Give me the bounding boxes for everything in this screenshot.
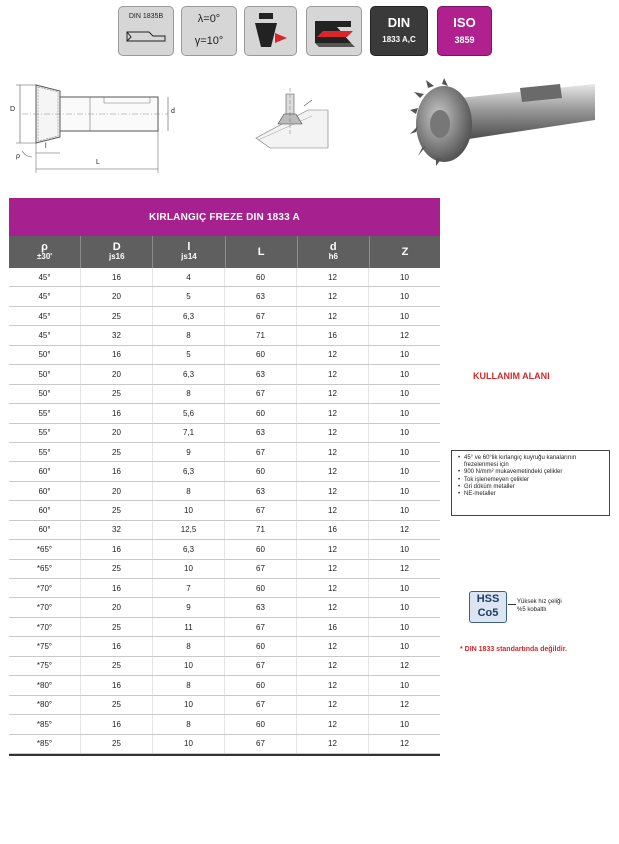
header-main: l xyxy=(187,241,191,253)
table-cell: 16 xyxy=(81,404,153,422)
table-cell: 71 xyxy=(225,521,297,539)
table-cell: 63 xyxy=(225,365,297,383)
table-cell: *75° xyxy=(9,637,81,655)
table-cell: 12 xyxy=(297,501,369,519)
table-cell: *80° xyxy=(9,676,81,694)
table-cell: *70° xyxy=(9,579,81,597)
table-cell: 10 xyxy=(400,719,409,729)
table-cell: 25 xyxy=(81,618,153,636)
usage-list xyxy=(458,455,605,498)
table-cell: 6,3 xyxy=(153,365,225,383)
table-row xyxy=(9,657,440,676)
table-cell: 63 xyxy=(225,482,297,500)
table-cell: 60° xyxy=(9,462,81,480)
table-cell: 10 xyxy=(400,467,409,477)
table-cell: 4 xyxy=(153,268,225,286)
usage-box xyxy=(451,450,610,516)
usage-item: • 900 N/mm² mukavemetindeki çelikler xyxy=(458,469,605,476)
table-cell: 12 xyxy=(297,579,369,597)
table-cell: *85° xyxy=(9,715,81,733)
table-cell: 12 xyxy=(297,268,369,286)
table-cell: 16 xyxy=(81,676,153,694)
table-row xyxy=(9,268,440,287)
table-cell: 12 xyxy=(297,424,369,442)
table-cell: 55° xyxy=(9,443,81,461)
table-row xyxy=(9,482,440,501)
table-cell: 55° xyxy=(9,404,81,422)
din-badge: DIN 1833 A,C xyxy=(370,6,428,56)
table-cell: 5 xyxy=(153,346,225,364)
table-row xyxy=(9,424,440,443)
table-cell: 16 xyxy=(81,540,153,558)
table-cell: 12 xyxy=(297,715,369,733)
table-cell: 10 xyxy=(400,680,409,690)
table-cell: 12 xyxy=(297,482,369,500)
table-row xyxy=(9,579,440,598)
din-1835b-badge: DIN 1835B xyxy=(118,6,174,56)
header-main: L xyxy=(257,246,265,258)
table-cell: 10 xyxy=(153,501,225,519)
table-cell: 60 xyxy=(225,462,297,480)
table-cell: 60 xyxy=(225,579,297,597)
table-cell: 60 xyxy=(225,268,297,286)
hss-co5-badge xyxy=(469,591,507,623)
label-l: l xyxy=(45,143,47,150)
table-row xyxy=(9,385,440,404)
table-cell: 32 xyxy=(81,521,153,539)
table-cell: 10 xyxy=(400,642,409,652)
table-cell: 20 xyxy=(81,598,153,616)
table-cell: 12 xyxy=(400,525,409,535)
table-cell: 16 xyxy=(81,268,153,286)
table-cell: 45° xyxy=(9,287,81,305)
table-cell: 10 xyxy=(400,292,409,302)
table-cell: 16 xyxy=(81,637,153,655)
table-cell: 10 xyxy=(400,544,409,554)
table-cell: 60° xyxy=(9,482,81,500)
milling-cutter-icon xyxy=(245,7,296,55)
table-cell: 10 xyxy=(153,657,225,675)
table-cell: 5,6 xyxy=(153,404,225,422)
table-cell: 6,3 xyxy=(153,462,225,480)
co5-label: Co5 xyxy=(477,607,499,619)
header-cell xyxy=(9,236,81,268)
table-cell: 10 xyxy=(400,583,409,593)
table-cell: 6,3 xyxy=(153,307,225,325)
table-header xyxy=(9,236,440,268)
milling-icon-badge xyxy=(244,6,297,56)
table-cell: 12 xyxy=(297,735,369,753)
table-cell: 25 xyxy=(81,657,153,675)
table-cell: 67 xyxy=(225,735,297,753)
table-cell: 12 xyxy=(297,287,369,305)
table-cell: 60 xyxy=(225,346,297,364)
header-main: ρ xyxy=(41,241,48,253)
table-cell: 12 xyxy=(297,307,369,325)
table-cell: 63 xyxy=(225,424,297,442)
hss-arrow xyxy=(508,604,516,605)
table-cell: 71 xyxy=(225,326,297,344)
table-cell: *70° xyxy=(9,618,81,636)
label-rho: ρ xyxy=(16,153,20,160)
table-cell: 67 xyxy=(225,385,297,403)
table-cell: 16 xyxy=(297,521,369,539)
table-cell: 12 xyxy=(297,540,369,558)
table-cell: 12,5 xyxy=(153,521,225,539)
table-cell: 67 xyxy=(225,657,297,675)
table-cell: 12 xyxy=(297,365,369,383)
table-cell: 60 xyxy=(225,715,297,733)
usage-item: • NE-metaller xyxy=(458,491,605,498)
table-cell: 67 xyxy=(225,618,297,636)
table-cell: *80° xyxy=(9,696,81,714)
label-D: D xyxy=(10,106,16,113)
table-cell: 12 xyxy=(400,739,409,749)
header-cell xyxy=(370,236,440,268)
table-cell: 8 xyxy=(153,637,225,655)
dovetail-cutter-table xyxy=(9,198,440,756)
table-cell: 45° xyxy=(9,307,81,325)
table-cell: 10 xyxy=(400,272,409,282)
table-cell: 63 xyxy=(225,598,297,616)
table-row xyxy=(9,462,440,481)
table-row xyxy=(9,326,440,345)
usage-title: KULLANIM ALANI xyxy=(473,371,550,381)
table-cell: 45° xyxy=(9,268,81,286)
table-cell: 10 xyxy=(400,505,409,515)
table-cell: 60° xyxy=(9,521,81,539)
header-main: d xyxy=(329,241,337,253)
table-row xyxy=(9,521,440,540)
table-cell: 12 xyxy=(297,560,369,578)
header-cell xyxy=(153,236,225,268)
table-cell: 67 xyxy=(225,501,297,519)
table-row xyxy=(9,365,440,384)
dovetail-surface-icon xyxy=(307,7,361,55)
angle-badge: λ=0° γ=10° xyxy=(181,6,237,56)
header-sub: js16 xyxy=(108,252,125,261)
table-row xyxy=(9,540,440,559)
table-cell: 12 xyxy=(400,661,409,671)
table-cell: 67 xyxy=(225,307,297,325)
table-row xyxy=(9,287,440,306)
table-cell: 50° xyxy=(9,365,81,383)
table-cell: 10 xyxy=(400,622,409,632)
table-cell: 12 xyxy=(297,404,369,422)
table-cell: 16 xyxy=(81,579,153,597)
table-cell: 16 xyxy=(81,715,153,733)
table-cell: 20 xyxy=(81,424,153,442)
table-cell: 12 xyxy=(400,564,409,574)
table-cell: 10 xyxy=(400,447,409,457)
table-cell: 12 xyxy=(297,462,369,480)
header-cell xyxy=(298,236,370,268)
iso-badge: ISO 3859 xyxy=(437,6,492,56)
header-cell xyxy=(81,236,153,268)
table-cell: 10 xyxy=(400,311,409,321)
table-cell: 12 xyxy=(297,657,369,675)
table-cell: 8 xyxy=(153,385,225,403)
table-cell: 12 xyxy=(297,676,369,694)
table-row xyxy=(9,637,440,656)
table-cell: 5 xyxy=(153,287,225,305)
table-cell: 7 xyxy=(153,579,225,597)
table-cell: 12 xyxy=(297,385,369,403)
table-cell: 7,1 xyxy=(153,424,225,442)
hss-description xyxy=(517,598,562,614)
table-cell: 9 xyxy=(153,598,225,616)
application-sketch xyxy=(250,88,330,160)
table-cell: 25 xyxy=(81,696,153,714)
standard-note: * DIN 1833 standartında değildir. xyxy=(460,646,567,653)
table-cell: 10 xyxy=(400,389,409,399)
table-row xyxy=(9,443,440,462)
table-cell: 25 xyxy=(81,385,153,403)
table-cell: 10 xyxy=(153,696,225,714)
table-cell: 12 xyxy=(297,443,369,461)
table-cell: 67 xyxy=(225,696,297,714)
header-main: D xyxy=(112,241,121,253)
table-cell: 8 xyxy=(153,326,225,344)
table-cell: 12 xyxy=(297,696,369,714)
table-row xyxy=(9,307,440,326)
usage-item: • Tok işlenemeyen çelikler xyxy=(458,477,605,484)
header-cell xyxy=(226,236,298,268)
table-cell: 10 xyxy=(400,486,409,496)
table-row xyxy=(9,715,440,734)
table-cell: *70° xyxy=(9,598,81,616)
table-cell: 10 xyxy=(400,369,409,379)
table-cell: *85° xyxy=(9,735,81,753)
table-cell: 12 xyxy=(400,331,409,341)
table-cell: 25 xyxy=(81,501,153,519)
table-cell: 60° xyxy=(9,501,81,519)
table-cell: 11 xyxy=(153,618,225,636)
header-sub: ±30' xyxy=(36,252,53,261)
header-main: Z xyxy=(401,246,409,258)
label-L: L xyxy=(96,159,100,166)
usage-item: • 45° ve 60°lik kırlangıç kuyruğu kanalarının frezelenmesi için xyxy=(458,455,605,469)
usage-item: • Gri döküm metaller xyxy=(458,484,605,491)
table-row xyxy=(9,618,440,637)
table-bottom-rule xyxy=(9,754,440,756)
table-cell: 25 xyxy=(81,560,153,578)
table-cell: 8 xyxy=(153,482,225,500)
table-row xyxy=(9,676,440,695)
table-cell: 12 xyxy=(297,637,369,655)
hss-desc-line2: %5 kobaltlı xyxy=(517,607,547,613)
table-cell: 25 xyxy=(81,443,153,461)
label-d: d xyxy=(171,108,175,115)
surface-icon-badge xyxy=(306,6,362,56)
table-cell: 10 xyxy=(400,603,409,613)
table-cell: 50° xyxy=(9,346,81,364)
table-row xyxy=(9,346,440,365)
table-cell: 10 xyxy=(400,350,409,360)
table-cell: 60 xyxy=(225,676,297,694)
table-cell: 32 xyxy=(81,326,153,344)
table-cell: 20 xyxy=(81,482,153,500)
table-cell: 63 xyxy=(225,287,297,305)
table-cell: 10 xyxy=(400,408,409,418)
table-cell: 16 xyxy=(81,346,153,364)
table-cell: 55° xyxy=(9,424,81,442)
table-cell: 10 xyxy=(153,735,225,753)
table-cell: 12 xyxy=(297,346,369,364)
table-cell: 10 xyxy=(400,428,409,438)
table-row xyxy=(9,696,440,715)
table-cell: 8 xyxy=(153,676,225,694)
table-cell: 45° xyxy=(9,326,81,344)
table-cell: 60 xyxy=(225,637,297,655)
table-cell: 12 xyxy=(400,700,409,710)
header-sub: js14 xyxy=(181,252,197,261)
table-cell: 50° xyxy=(9,385,81,403)
table-cell: 60 xyxy=(225,540,297,558)
dimension-drawing xyxy=(8,73,198,178)
table-row xyxy=(9,404,440,423)
table-title: KIRLANGIÇ FREZE DIN 1833 A xyxy=(9,198,440,236)
table-cell: 67 xyxy=(225,443,297,461)
table-cell: 25 xyxy=(81,735,153,753)
table-cell: 16 xyxy=(81,462,153,480)
table-cell: *65° xyxy=(9,540,81,558)
table-cell: 67 xyxy=(225,560,297,578)
table-body xyxy=(9,268,440,754)
table-row xyxy=(9,598,440,617)
table-cell: 20 xyxy=(81,287,153,305)
table-cell: *75° xyxy=(9,657,81,675)
hss-label: HSS xyxy=(476,593,500,605)
table-cell: 8 xyxy=(153,715,225,733)
table-cell: 9 xyxy=(153,443,225,461)
table-cell: 60 xyxy=(225,404,297,422)
table-cell: *65° xyxy=(9,560,81,578)
table-cell: 10 xyxy=(153,560,225,578)
table-row xyxy=(9,735,440,754)
table-cell: 25 xyxy=(81,307,153,325)
dovetail-cutter-image xyxy=(410,78,600,168)
header-sub: h6 xyxy=(328,252,338,261)
table-row xyxy=(9,560,440,579)
table-cell: 12 xyxy=(297,598,369,616)
table-cell: 16 xyxy=(297,326,369,344)
hss-desc-line1: Yüksek hız çeliği xyxy=(517,599,562,605)
table-row xyxy=(9,501,440,520)
shank-profile-icon xyxy=(125,29,169,45)
table-cell: 6,3 xyxy=(153,540,225,558)
table-cell: 16 xyxy=(297,618,369,636)
table-cell: 20 xyxy=(81,365,153,383)
